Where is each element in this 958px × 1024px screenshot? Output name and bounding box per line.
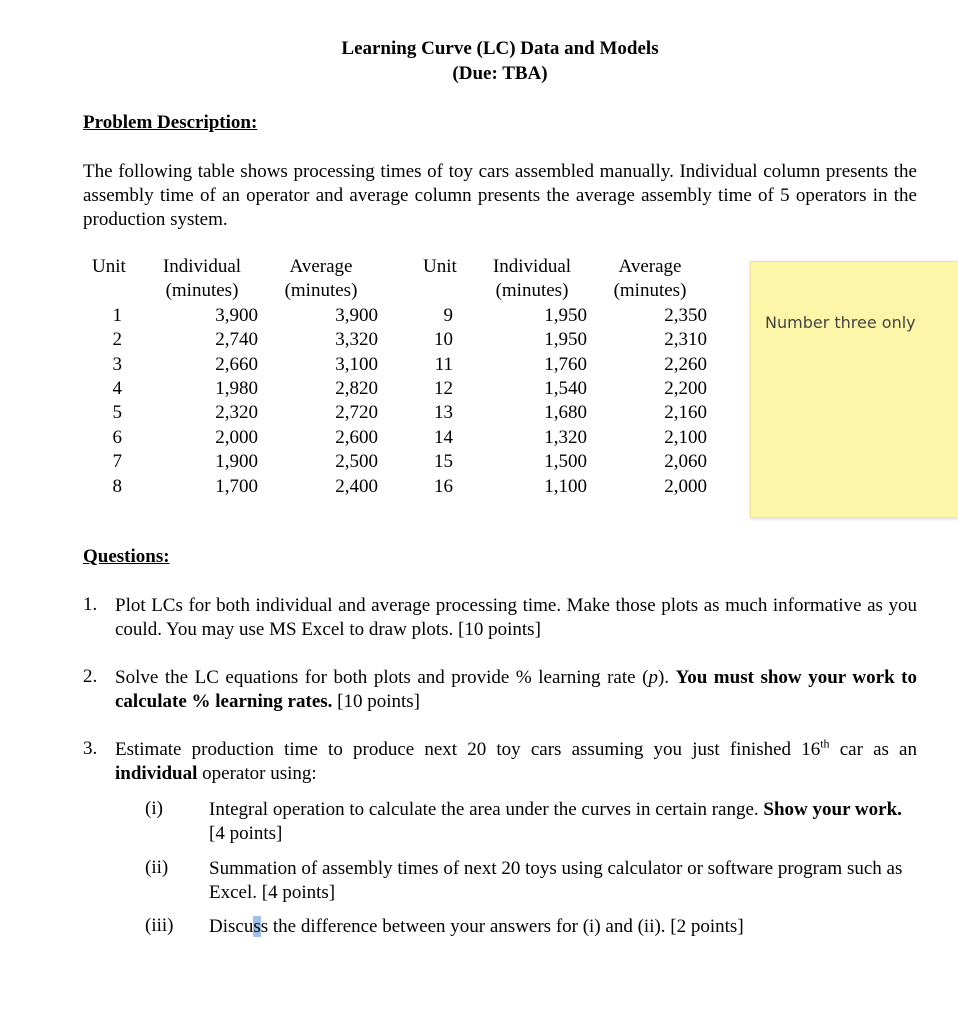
- sticky-note[interactable]: [750, 261, 958, 518]
- table-row: [92, 426, 378, 450]
- document-title: Learning Curve (LC) Data and Models: [341, 38, 659, 59]
- q3-text-a: Estimate production time to produce next 20 toy cars assuming you just finished 16: [115, 739, 821, 760]
- col-average-header: [258, 255, 378, 304]
- average-cell: 2,500: [335, 451, 378, 473]
- col-individual-label: Individual: [162, 256, 242, 277]
- individual-cell: 1,540: [544, 378, 587, 400]
- col-average-label: Average: [618, 256, 682, 277]
- individual-cell: 1,100: [544, 475, 587, 497]
- table-row: [423, 304, 707, 328]
- average-cell: 2,310: [664, 329, 707, 351]
- col-average-label: Average: [289, 256, 353, 277]
- individual-cell: 1,700: [215, 475, 258, 497]
- col-individual-label: Individual: [492, 256, 572, 277]
- col-individual-units: (minutes): [165, 280, 239, 302]
- q2-text: [115, 666, 917, 714]
- individual-cell: 2,000: [215, 426, 258, 448]
- average-cell: 2,060: [664, 451, 707, 473]
- table-row: [423, 475, 707, 499]
- q3-text: [115, 738, 917, 786]
- q3-number: 3.: [83, 738, 98, 759]
- individual-cell: 2,320: [215, 402, 258, 424]
- average-cell: 2,720: [335, 402, 378, 424]
- unit-cell: 12: [434, 378, 453, 400]
- problem-heading: Problem Description:: [83, 112, 258, 133]
- q3-text-c: operator using:: [197, 763, 317, 784]
- q3-sub-i-text-a: Integral operation to calculate the area under the curves in certain range.: [209, 799, 764, 820]
- table-row: [423, 426, 707, 450]
- average-cell: 2,000: [664, 475, 707, 497]
- individual-cell: 1,760: [544, 353, 587, 375]
- individual-cell: 1,950: [544, 304, 587, 326]
- individual-cell: 3,900: [215, 304, 258, 326]
- table-row: [423, 353, 707, 377]
- unit-cell: 11: [434, 353, 453, 375]
- individual-cell: 1,680: [544, 402, 587, 424]
- q2-bold-instruction: You must show your work to calculate % learning rates.: [115, 667, 918, 712]
- average-cell: 2,200: [664, 378, 707, 400]
- q3-bold-word: individual: [115, 763, 198, 784]
- questions-heading: Questions:: [83, 546, 170, 567]
- q3-sub-i-text: [209, 798, 917, 846]
- data-table-right: [423, 255, 707, 499]
- q3-sub-i-bold: Show your work.: [763, 799, 902, 820]
- q3-sub-iii-number: (iii): [145, 915, 174, 936]
- q3-sub-i-number: (i): [145, 798, 163, 819]
- table-row: [92, 353, 378, 377]
- q3-sub-i-points: [4 points]: [209, 823, 283, 844]
- unit-cell: 6: [112, 426, 122, 448]
- q2-text-b: ).: [657, 667, 676, 688]
- individual-cell: 2,740: [215, 329, 258, 351]
- q1-text: Plot LCs for both individual and average processing time. Make those plots as much informative as you could. You may use MS Excel to draw plots. [10 points]: [115, 595, 917, 640]
- unit-cell: 9: [443, 304, 453, 326]
- individual-cell: 1,950: [544, 329, 587, 351]
- unit-cell: 10: [434, 329, 453, 351]
- q3-sub-iii-text-a: Discu: [209, 916, 254, 937]
- q2-p-symbol: p: [648, 667, 658, 688]
- q2-points: [10 points]: [332, 691, 421, 712]
- col-individual-header: [132, 255, 258, 304]
- text-selection-highlight[interactable]: s: [253, 916, 261, 937]
- average-cell: 2,820: [335, 378, 378, 400]
- table-row: [92, 304, 378, 328]
- unit-cell: 2: [112, 329, 122, 351]
- individual-cell: 1,900: [215, 451, 258, 473]
- average-cell: 2,600: [335, 426, 378, 448]
- col-average-units: (minutes): [613, 280, 687, 302]
- table-row: [423, 450, 707, 474]
- table-row: [423, 328, 707, 352]
- average-cell: 3,320: [335, 329, 378, 351]
- sticky-note-text: Number three only: [765, 313, 916, 332]
- col-average-header: [587, 255, 707, 304]
- q3-sub-ii-text: Summation of assembly times of next 20 toys using calculator or software program such as Excel. [4 points]: [209, 858, 903, 903]
- q2-text-a: Solve the LC equations for both plots and provide % learning rate (: [115, 667, 649, 688]
- average-cell: 3,100: [335, 353, 378, 375]
- unit-cell: 4: [112, 378, 122, 400]
- col-individual-units: (minutes): [495, 280, 569, 302]
- individual-cell: 1,500: [544, 451, 587, 473]
- col-individual-header: [463, 255, 587, 304]
- q2-number: 2.: [83, 666, 98, 687]
- unit-cell: 1: [112, 304, 122, 326]
- average-cell: 2,160: [664, 402, 707, 424]
- q3-superscript: th: [820, 736, 830, 751]
- table-row: [92, 450, 378, 474]
- unit-cell: 8: [112, 475, 122, 497]
- unit-cell: 14: [434, 426, 453, 448]
- table-row: [92, 377, 378, 401]
- q3-sub-iii-text[interactable]: [209, 915, 917, 939]
- table-row: [92, 328, 378, 352]
- table-row: [92, 475, 378, 499]
- average-cell: 2,100: [664, 426, 707, 448]
- unit-cell: 3: [112, 353, 122, 375]
- unit-cell: 15: [434, 451, 453, 473]
- individual-cell: 1,980: [215, 378, 258, 400]
- due-date: (Due: TBA): [452, 63, 548, 84]
- q1-number: 1.: [83, 594, 98, 615]
- col-unit-header: Unit: [92, 256, 126, 277]
- average-cell: 2,260: [664, 353, 707, 375]
- average-cell: 2,400: [335, 475, 378, 497]
- unit-cell: 13: [434, 402, 453, 424]
- unit-cell: 5: [112, 402, 122, 424]
- individual-cell: 2,660: [215, 353, 258, 375]
- q3-sub-iii-text-b: s the difference between your answers for (i) and (ii). [2 points]: [260, 916, 744, 937]
- average-cell: 2,350: [664, 304, 707, 326]
- problem-text: The following table shows processing times of toy cars assembled manually. Individual column presents the assembly time of an operator and average column presents the average assembly time of 5 operators in the production system.: [83, 161, 917, 230]
- unit-cell: 7: [112, 451, 122, 473]
- table-row: [423, 401, 707, 425]
- unit-cell: 16: [434, 475, 453, 497]
- q3-text-b: car as an: [829, 739, 917, 760]
- individual-cell: 1,320: [544, 426, 587, 448]
- q3-sub-ii-number: (ii): [145, 857, 169, 878]
- table-row: [423, 377, 707, 401]
- average-cell: 3,900: [335, 304, 378, 326]
- col-unit-header: Unit: [423, 256, 457, 277]
- data-table-left: [92, 255, 378, 499]
- table-row: [92, 401, 378, 425]
- col-average-units: (minutes): [284, 280, 358, 302]
